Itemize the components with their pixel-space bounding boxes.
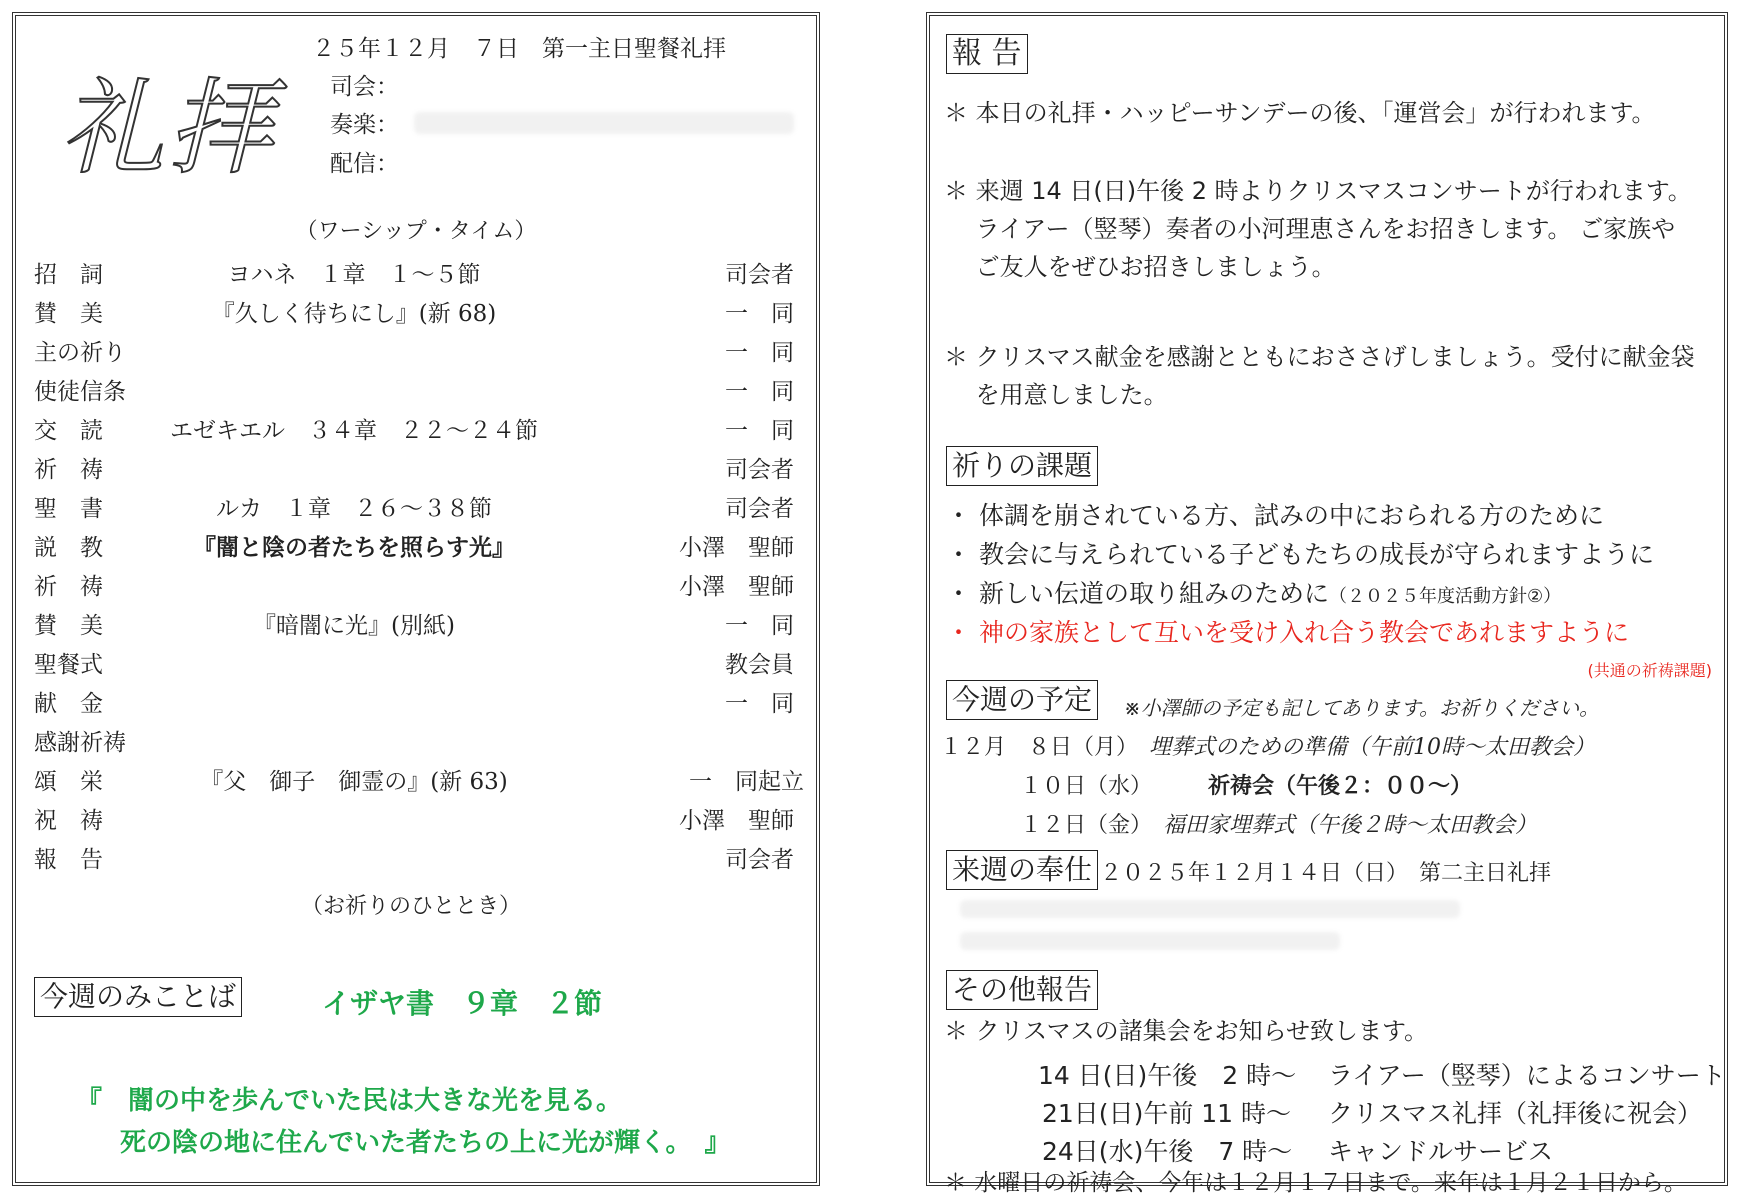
schedule-item: １２月 ８日（月） 埋葬式のための準備（午前10時～太田教会） — [940, 735, 1596, 760]
order-item-leader: 小澤 聖師 — [679, 535, 794, 561]
event-desc: キャンドルサービス — [1328, 1137, 1554, 1166]
redacted-names — [414, 112, 794, 134]
prayer-item: ・ 体調を崩されている方、試みの中におられる方のために — [946, 501, 1604, 530]
order-item-leader: 一 同 — [725, 301, 794, 327]
prayer-time-label: （お祈りのひととき） — [300, 894, 521, 919]
event-date: 14 日(日)午後 2 時～ — [1038, 1061, 1297, 1090]
report-label: 報 告 — [946, 34, 1028, 74]
order-item-leader: 一 同 — [725, 613, 794, 639]
order-item-name: 報 告 — [34, 847, 103, 873]
order-row — [34, 256, 804, 292]
order-item-detail: ルカ １章 ２６～３８節 — [216, 496, 492, 522]
order-item-name: 祈 祷 — [34, 574, 103, 600]
order-item-leader: 小澤 聖師 — [679, 808, 794, 834]
order-item-name: 招 詞 — [34, 262, 103, 288]
announcement-3-line2: を用意しました。 — [944, 381, 1168, 409]
order-item-detail: 『父 御子 御霊の』(新 63) — [200, 769, 508, 795]
order-item-name: 主の祈り — [34, 340, 126, 366]
worship-title: 礼拝 — [60, 67, 277, 189]
event-desc: クリスマス礼拝（礼拝後に祝会） — [1328, 1099, 1703, 1128]
order-item-name: 使徒信条 — [34, 379, 126, 405]
order-item-detail: エゼキエル ３４章 ２２～２４節 — [170, 418, 538, 444]
event-desc: ライアー（竪琴）によるコンサート — [1328, 1061, 1726, 1090]
order-item-name: 賛 美 — [34, 613, 103, 639]
order-item-name: 交 読 — [34, 418, 103, 444]
order-row — [34, 763, 804, 799]
order-item-name: 祈 祷 — [34, 457, 103, 483]
redacted-line-1 — [960, 900, 1460, 918]
order-item-name: 聖餐式 — [34, 652, 103, 678]
order-row — [34, 841, 804, 877]
order-item-name: 説 教 — [34, 535, 103, 561]
order-row — [34, 412, 804, 448]
worship-order-panel — [12, 12, 820, 1186]
word-of-week-label: 今週のみことば — [34, 977, 242, 1017]
service-date: ２５年１２月 ７日 第一主日聖餐礼拝 — [312, 36, 726, 62]
announcement-3-line1: ＊ クリスマス献金を感謝とともにおささげしましょう。受付に献金袋 — [944, 343, 1695, 371]
order-item-name: 頌 栄 — [34, 769, 103, 795]
order-item-leader: 司会者 — [725, 496, 794, 522]
order-row — [34, 802, 804, 838]
order-item-name: 聖 書 — [34, 496, 103, 522]
worship-time-label: （ワーシップ・タイム） — [295, 219, 537, 244]
order-item-leader: 一 同 — [725, 418, 794, 444]
order-row — [34, 373, 804, 409]
order-item-name: 賛 美 — [34, 301, 103, 327]
order-item-leader: 一 同 — [725, 691, 794, 717]
redacted-line-2 — [960, 932, 1340, 950]
prayer-item-common: ・ 神の家族として互いを受け入れ合う教会であれますように — [946, 618, 1629, 647]
order-item-leader: 司会者 — [725, 262, 794, 288]
verse-line-2: 死の陰の地に住んでいた者たちの上に光が輝く。 』 — [120, 1128, 731, 1158]
schedule-item: １２日（金） 福田家埋葬式（午後２時～太田教会） — [1020, 813, 1538, 838]
report-panel — [926, 12, 1728, 1196]
verse-line-1: 『 闇の中を歩んでいた民は大きな光を見る。 — [76, 1086, 623, 1116]
prayer-item: ・ 新しい伝道の取り組みのために（２０２５年度活動方針②） — [946, 579, 1562, 608]
order-item-leader: 一 同 — [725, 379, 794, 405]
order-item-leader: 小澤 聖師 — [679, 574, 794, 600]
announcement-1: ＊ 本日の礼拝・ハッピーサンデーの後、「運営会」が行われます。 — [944, 99, 1656, 127]
order-item-leader: 一 同 — [725, 340, 794, 366]
order-item-detail: 『久しく待ちにし』(新 68) — [211, 301, 497, 327]
order-item-leader: 一 同起立 — [689, 769, 804, 795]
order-row — [34, 568, 804, 604]
order-item-name: 献 金 — [34, 691, 103, 717]
order-item-name: 感謝祈祷 — [34, 730, 126, 756]
order-row — [34, 334, 804, 370]
order-item-name: 祝 祷 — [34, 808, 103, 834]
common-prayer-note: (共通の祈祷課題) — [1587, 661, 1712, 680]
order-item-leader: 教会員 — [725, 652, 794, 678]
order-row — [34, 490, 804, 526]
order-item-detail: 『暗闇に光』(別紙) — [253, 613, 455, 639]
prayer-topics-label: 祈りの課題 — [946, 446, 1098, 486]
order-item-detail: ヨハネ １章 １～５節 — [227, 262, 481, 288]
prayer-item: ・ 教会に与えられている子どもたちの成長が守られますように — [946, 540, 1654, 569]
order-row — [34, 295, 804, 331]
schedule-label: 今週の予定 — [946, 680, 1098, 720]
other-reports-label: その他報告 — [946, 970, 1098, 1010]
announcement-2-line2: ライアー（竪琴）奏者の小河理恵さんをお招きします。 ご家族や — [944, 215, 1676, 243]
order-row — [34, 685, 804, 721]
prayer-item-note: （２０２５年度活動方針②） — [1328, 586, 1562, 607]
announcement-2-line1: ＊ 来週 14 日(日)午後 2 時よりクリスマスコンサートが行われます。 — [944, 177, 1692, 205]
last-note: ＊ 水曜日の祈祷会、今年は１２月１７日まで。来年は１月２１日から。 — [944, 1170, 1687, 1196]
order-row — [34, 646, 804, 682]
schedule-note: ※小澤師の予定も記してあります。お祈りください。 — [1124, 696, 1600, 720]
order-row — [34, 529, 804, 565]
event-date: 21日(日)午前 11 時～ — [1042, 1099, 1292, 1128]
order-item-leader: 司会者 — [725, 847, 794, 873]
order-item-leader: 司会者 — [725, 457, 794, 483]
next-week-service-text: ２０２５年１２月１４日（日） 第二主日礼拝 — [1100, 861, 1552, 886]
event-date: 24日(水)午後 7 時～ — [1042, 1137, 1293, 1166]
next-week-service-label: 来週の奉仕 — [946, 850, 1098, 890]
order-row — [34, 607, 804, 643]
role-stream: 配信： — [330, 151, 399, 177]
order-row — [34, 451, 804, 487]
schedule-item: １０日（水） 祈祷会（午後２：００～） — [1020, 773, 1473, 799]
order-item-detail: 『闇と陰の者たちを照らす光』 — [193, 534, 515, 561]
announcement-2-line3: ご友人をぜひお招きしましょう。 — [944, 253, 1336, 281]
role-music: 奏楽： — [330, 112, 399, 138]
role-presider: 司会： — [330, 74, 399, 100]
word-reference: イザヤ書 ９章 ２節 — [322, 987, 603, 1020]
order-row — [34, 724, 804, 760]
other-reports-intro: ＊ クリスマスの諸集会をお知らせ致します。 — [944, 1017, 1429, 1045]
